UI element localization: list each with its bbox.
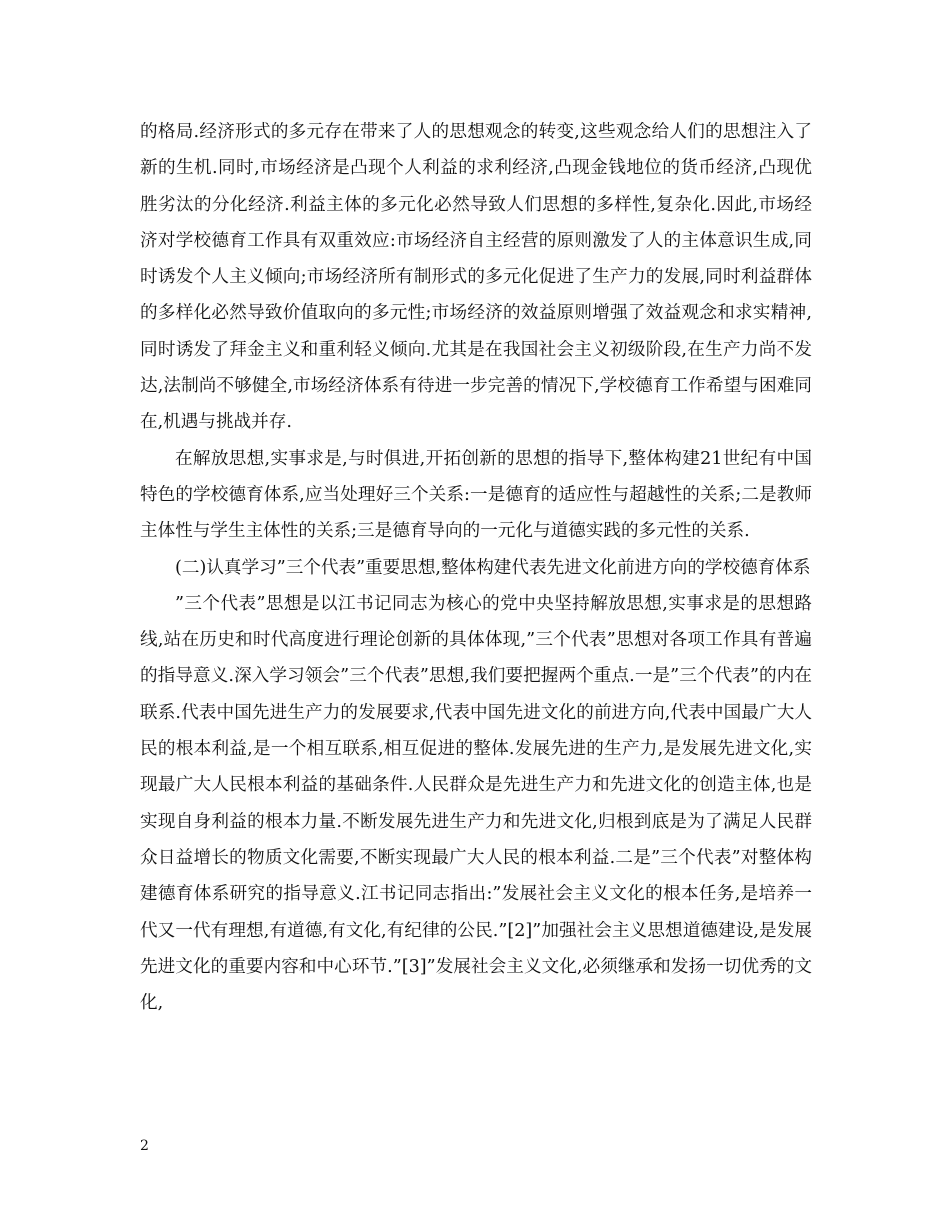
paragraph-market-economy: 的格局.经济形式的多元存在带来了人的思想观念的转变,这些观念给人们的思想注入了新的生机.同时,市场经济是凸现个人利益的求利经济,凸现金钱地位的货币经济,凸现优胜劣汰的分化经济.利益主体的多元化必然导致人们思想的多样性,复杂化.因此,市场经济对学校德育工作具有双重效应:市场经济自主经营的原则激发了人的主体意识生成,同时诱发个人主义倾向;市场经济所有制形式的多元化促进了生产力的发展,同时利益群体的多样化必然导致价值取向的多元性;市场经济的效益原则增强了效益观念和求实精神,同时诱发了拜金主义和重利轻义倾向.尤其是在我国社会主义初级阶段,在生产力尚不发达,法制尚不够健全,市场经济体系有待进一步完善的情况下,学校德育工作希望与困难同在,机遇与挑战并存.	[140, 122, 812, 433]
paragraph-three-represents: ”三个代表”思想是以江书记同志为核心的党中央坚持解放思想,实事求是的思想路线,站在历史和时代高度进行理论创新的具体体现,”三个代表”思想对各项工作具有普遍的指导意义.深入学习领会”三个代表”思想,我们要把握两个重点.一是”三个代表”的内在联系.代表中国先进生产力的发展要求,代表中国先进文化的前进方向,代表中国最广大人民的根本利益,是一个相互联系,相互促进的整体.发展先进的生产力,是发展先进文化,实现最广大人民根本利益的基础条件.人民群众是先进生产力和先进文化的创造主体,也是实现自身利益的根本力量.不断发展先进生产力和先进文化,归根到底是为了满足人民群众日益增长的物质文化需要,不断实现最广大人民的根本利益.二是”三个代表”对整体构建德育体系研究的指导意义.江书记同志指出:”发展社会主义文化的根本任务,是培养一代又一代有理想,有道德,有文化,有纪律的公民.”[2]”加强社会主义思想道德建设,是发展先进文化的重要内容和中心环节.”[3]”发展社会主义文化,必须继承和发扬一切优秀的文化,	[140, 593, 812, 1014]
section-heading: (二)认真学习”三个代表”重要思想,整体构建代表先进文化前进方向的学校德育体系	[175, 557, 811, 578]
page-number: 2	[140, 1138, 149, 1154]
paragraph-three-relations: 在解放思想,实事求是,与时俱进,开拓创新的思想的指导下,整体构建21世纪有中国特色的学校德育体系,应当处理好三个关系:一是德育的适应性与超越性的关系;二是教师主体性与学生主体性的关系;三是德育导向的一元化与道德实践的多元性的关系.	[140, 448, 812, 542]
body-text	[140, 114, 812, 1021]
